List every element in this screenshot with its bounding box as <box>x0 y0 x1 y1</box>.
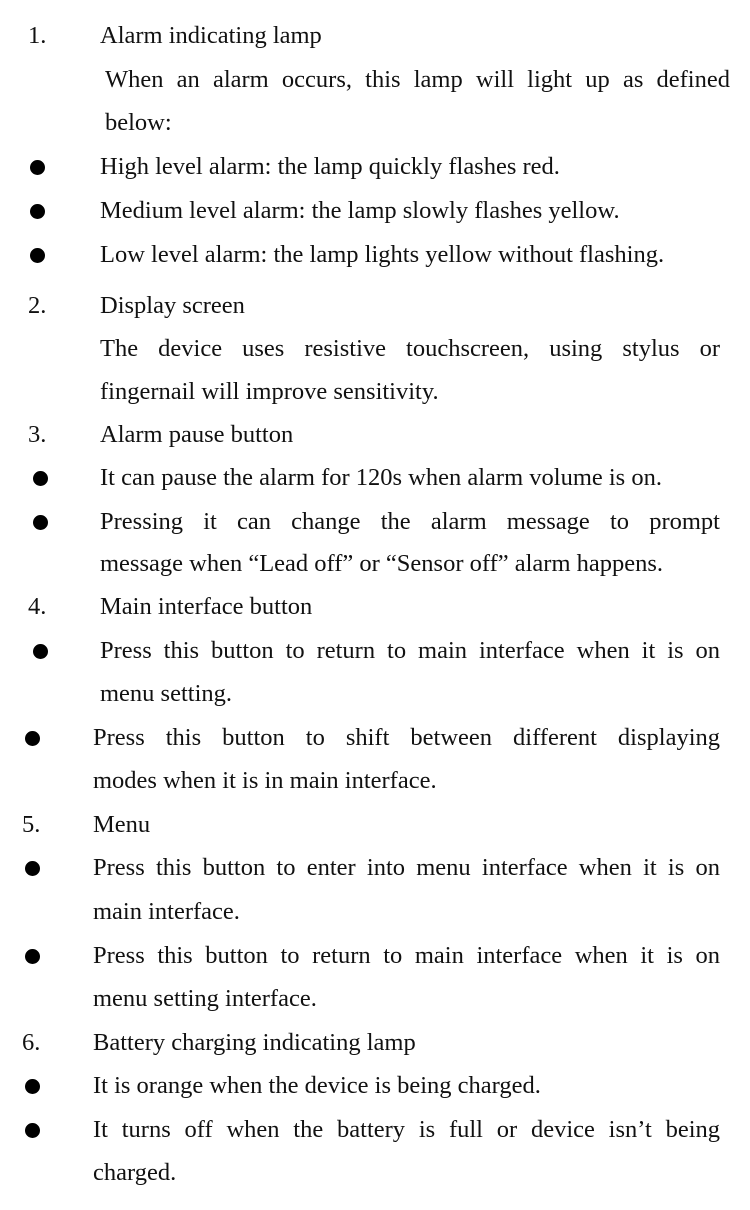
bullet-text: It is orange when the device is being charged. <box>93 1072 541 1099</box>
section-title: Menu <box>93 811 151 838</box>
bullet-text: Press this button to shift between different displaying <box>93 724 720 751</box>
bullet-text: High level alarm: the lamp quickly flashes red. <box>100 153 560 180</box>
bullet-text: Medium level alarm: the lamp slowly flashes yellow. <box>100 197 620 224</box>
bullet-icon <box>30 160 45 175</box>
bullet-text: It can pause the alarm for 120s when alarm volume is on. <box>100 464 662 491</box>
bullet-icon <box>25 1123 40 1138</box>
bullet-text: It turns off when the battery is full or device isn’t being <box>93 1116 720 1143</box>
section-number: 2. <box>28 292 47 319</box>
bullet-icon <box>25 731 40 746</box>
bullet-text: message when “Lead off” or “Sensor off” alarm happens. <box>100 550 664 577</box>
bullet-icon <box>25 949 40 964</box>
bullet-icon <box>30 204 45 219</box>
description-text: below: <box>105 109 172 136</box>
description-text: fingernail will improve sensitivity. <box>100 378 439 405</box>
bullet-icon <box>25 861 40 876</box>
bullet-text: menu setting interface. <box>93 985 317 1012</box>
bullet-text: modes when it is in main interface. <box>93 767 437 794</box>
section-number: 3. <box>28 421 47 448</box>
bullet-text: Low level alarm: the lamp lights yellow without flashing. <box>100 241 665 268</box>
section-number: 6. <box>22 1029 41 1056</box>
bullet-icon <box>25 1079 40 1094</box>
bullet-text: Press this button to return to main interface when it is on <box>93 942 720 969</box>
description-text: The device uses resistive touchscreen, using stylus or <box>100 335 720 362</box>
section-title: Alarm pause button <box>100 421 294 448</box>
bullet-icon <box>33 644 48 659</box>
description-text: When an alarm occurs, this lamp will light up as defined <box>105 66 730 93</box>
section-title: Main interface button <box>100 593 313 620</box>
section-number: 1. <box>28 22 47 49</box>
bullet-text: charged. <box>93 1159 177 1186</box>
bullet-text: Pressing it can change the alarm message to prompt <box>100 508 720 535</box>
section-title: Display screen <box>100 292 245 319</box>
section-number: 4. <box>28 593 47 620</box>
bullet-text: Press this button to return to main interface when it is on <box>100 637 720 664</box>
bullet-icon <box>33 515 48 530</box>
section-number: 5. <box>22 811 41 838</box>
bullet-text: main interface. <box>93 898 240 925</box>
section-title: Battery charging indicating lamp <box>93 1029 416 1056</box>
bullet-text: Press this button to enter into menu interface when it is on <box>93 854 720 881</box>
bullet-icon <box>33 471 48 486</box>
bullet-text: menu setting. <box>100 680 233 707</box>
section-title: Alarm indicating lamp <box>100 22 322 49</box>
bullet-icon <box>30 248 45 263</box>
